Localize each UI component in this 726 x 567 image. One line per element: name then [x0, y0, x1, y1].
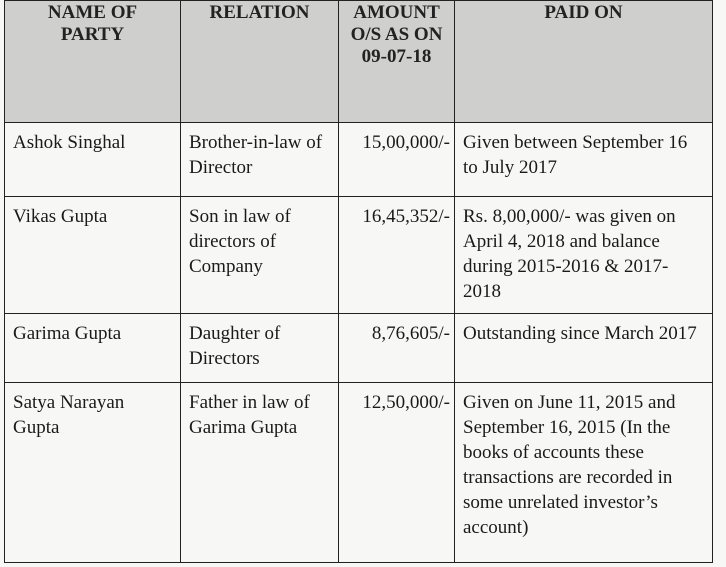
cell-paid-on: Outstanding since March 2017	[455, 314, 713, 383]
cell-amount: 12,50,000/-	[339, 383, 455, 563]
header-name-of-party: NAME OF PARTY	[5, 1, 181, 123]
header-relation: RELATION	[181, 1, 339, 123]
cell-amount: 16,45,352/-	[339, 197, 455, 314]
cell-paid-on: Given on June 11, 2015 and September 16, 2015 (In the books of accounts these transactions are recorded in some unrelated investor’s account)	[455, 383, 713, 563]
header-amount: AMOUNT O/S AS ON 09-07-18	[339, 1, 455, 123]
cell-relation: Father in law of Garima Gupta	[181, 383, 339, 563]
cell-amount: 8,76,605/-	[339, 314, 455, 383]
cell-name: Ashok Singhal	[5, 123, 181, 197]
table-row	[5, 197, 713, 314]
cell-name: Garima Gupta	[5, 314, 181, 383]
table-row	[5, 314, 713, 383]
cell-name: Satya Narayan Gupta	[5, 383, 181, 563]
header-row	[5, 1, 713, 123]
table-row	[5, 383, 713, 563]
cell-paid-on: Rs. 8,00,000/- was given on April 4, 2018 and balance during 2015-2016 & 2017-2018	[455, 197, 713, 314]
cell-relation: Daughter of Directors	[181, 314, 339, 383]
party-table	[4, 0, 713, 563]
cell-amount: 15,00,000/-	[339, 123, 455, 197]
cell-name: Vikas Gupta	[5, 197, 181, 314]
cell-paid-on: Given between September 16 to July 2017	[455, 123, 713, 197]
cell-relation: Son in law of directors of Company	[181, 197, 339, 314]
header-paid-on: PAID ON	[455, 1, 713, 123]
cell-relation: Brother-in-law of Director	[181, 123, 339, 197]
table-row	[5, 123, 713, 197]
